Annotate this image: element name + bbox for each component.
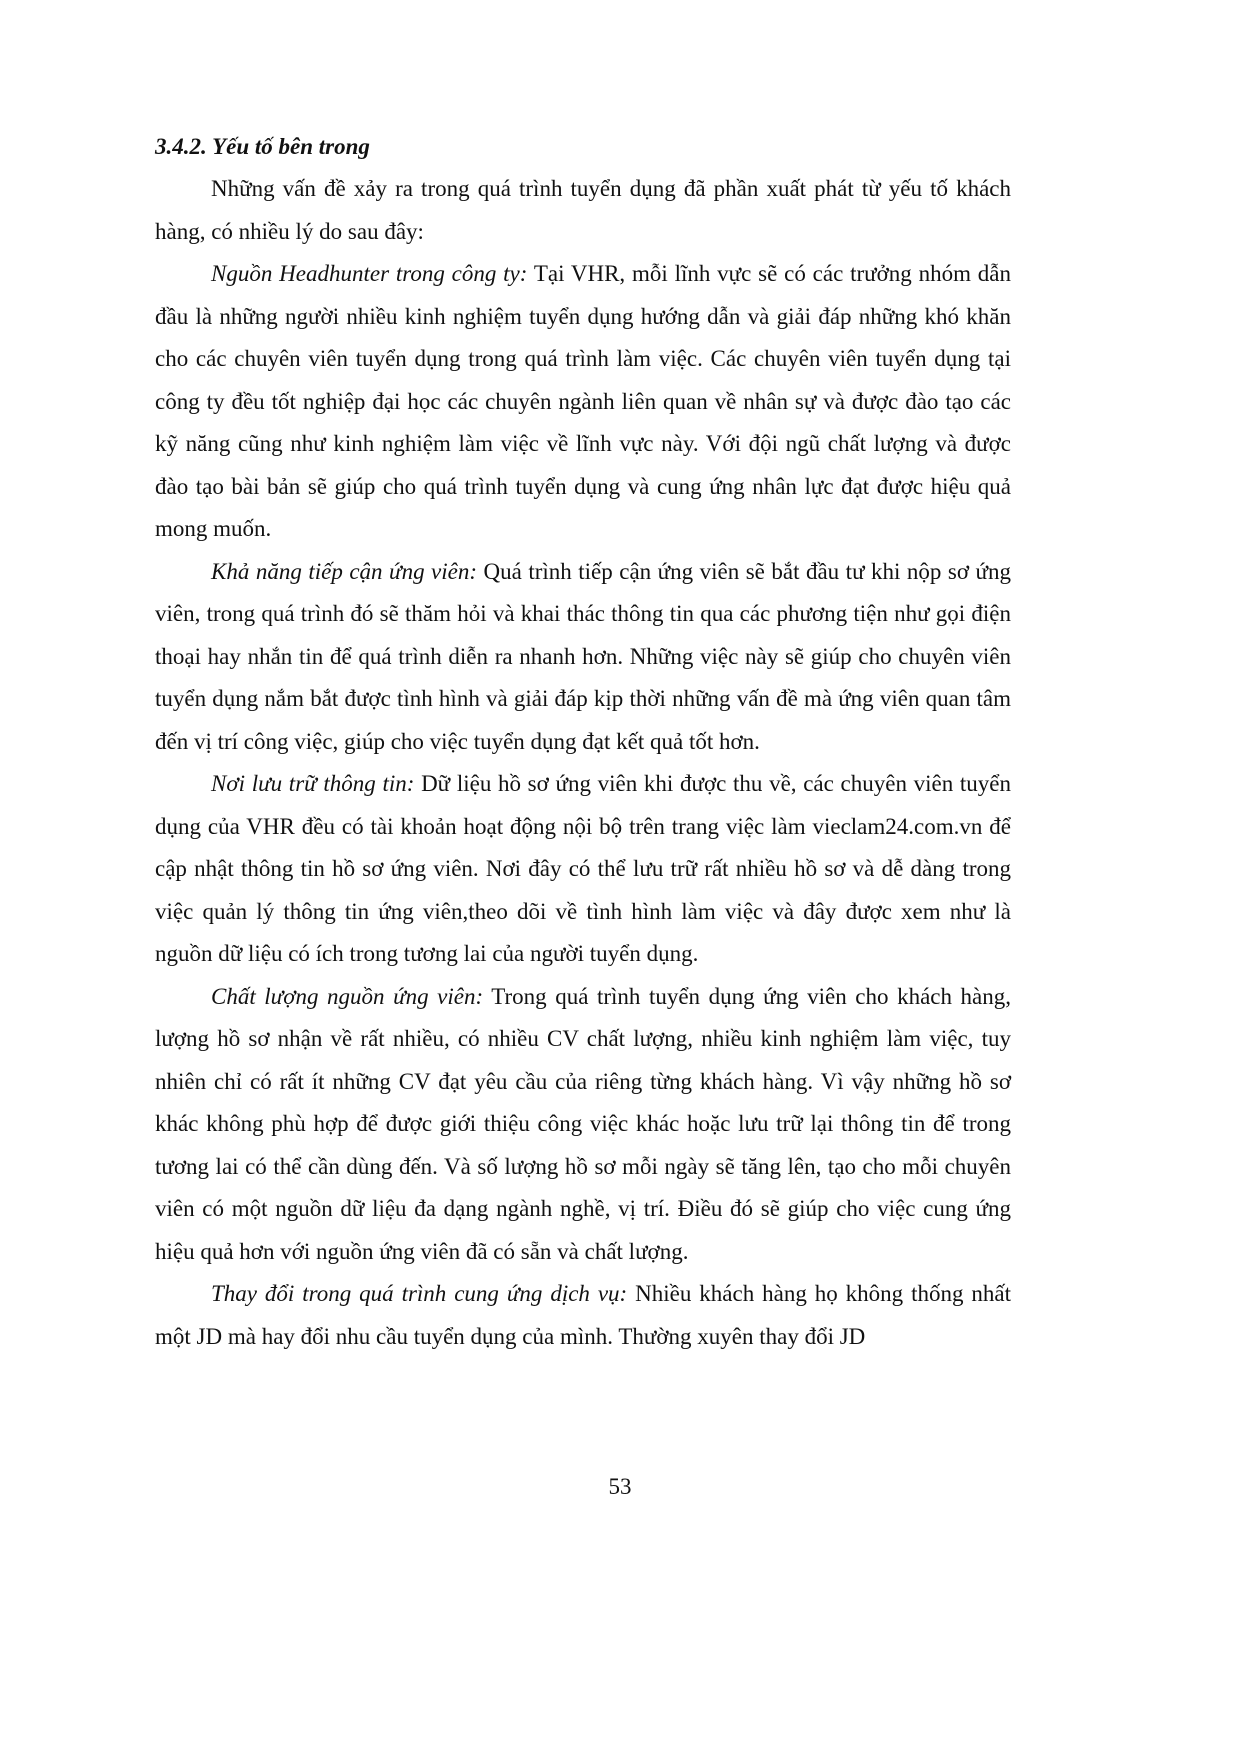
paragraph-lead: Nguồn Headhunter trong công ty: bbox=[211, 261, 528, 286]
paragraph-lead: Khả năng tiếp cận ứng viên: bbox=[211, 558, 478, 584]
paragraph bbox=[155, 976, 1011, 1274]
paragraph-lead: Thay đổi trong quá trình cung ứng dịch vụ: bbox=[211, 1281, 628, 1306]
paragraph bbox=[155, 253, 1011, 551]
section-heading: 3.4.2. Yếu tố bên trong bbox=[155, 134, 370, 159]
paragraph-lead: Chất lượng nguồn ứng viên: bbox=[211, 983, 484, 1009]
paragraph-text: Quá trình tiếp cận ứng viên sẽ bắt đầu tư khi nộp sơ ứng viên, trong quá trình đó sẽ thăm hỏi và khai thác thông tin qua các phương tiện như gọi điện thoại hay nhắn tin để quá trình diễn ra nhanh hơn. Những việc này sẽ giúp cho chuyên viên tuyển dụng nắm bắt được tình hình và giải đáp kịp thời những vấn đề mà ứng viên quan tâm đến vị trí công việc, giúp cho việc tuyển dụng đạt kết quả tốt hơn. bbox=[155, 558, 1011, 754]
paragraph-text: Trong quá trình tuyển dụng ứng viên cho khách hàng, lượng hồ sơ nhận về rất nhiều, có nhiều CV chất lượng, nhiều kinh nghiệm làm việc, tuy nhiên chỉ có rất ít những CV đạt yêu cầu của riêng từng khách hàng. Vì vậy những hồ sơ khác không phù hợp để được giới thiệu công việc khác hoặc lưu trữ lại thông tin để trong tương lai có thể cần dùng đến. Và số lượng hồ sơ mỗi ngày sẽ tăng lên, tạo cho mỗi chuyên viên có một nguồn dữ liệu đa dạng ngành nghề, vị trí. Điều đó sẽ giúp cho việc cung ứng hiệu quả hơn với nguồn ứng viên đã có sẵn và chất lượng. bbox=[155, 983, 1011, 1264]
paragraph bbox=[155, 763, 1011, 976]
paragraph-lead: Nơi lưu trữ thông tin: bbox=[211, 771, 415, 796]
paragraph bbox=[155, 551, 1011, 764]
paragraph-text: Tại VHR, mỗi lĩnh vực sẽ có các trưởng nhóm dẫn đầu là những người nhiều kinh nghiệm tuyển dụng hướng dẫn và giải đáp những khó khăn cho các chuyên viên tuyển dụng trong quá trình làm việc. Các chuyên viên tuyển dụng tại công ty đều tốt nghiệp đại học các chuyên ngành liên quan về nhân sự và được đào tạo các kỹ năng cũng như kinh nghiệm làm việc về lĩnh vực này. Với đội ngũ chất lượng và được đào tạo bài bản sẽ giúp cho quá trình tuyển dụng và cung ứng nhân lực đạt được hiệu quả mong muốn. bbox=[155, 261, 1011, 541]
page-content bbox=[155, 126, 1011, 1358]
paragraph-text: Những vấn đề xảy ra trong quá trình tuyển dụng đã phần xuất phát từ yếu tố khách hàng, có nhiều lý do sau đây: bbox=[155, 176, 1011, 244]
paragraph-text: Nhiều khách hàng họ không thống nhất một JD mà hay đổi nhu cầu tuyển dụng của mình. Thường xuyên thay đổi JD bbox=[155, 1281, 1012, 1349]
page-number: 53 bbox=[608, 1474, 632, 1499]
paragraph bbox=[155, 1273, 1011, 1358]
paragraph bbox=[155, 168, 1011, 253]
paragraph-text: Dữ liệu hồ sơ ứng viên khi được thu về, các chuyên viên tuyển dụng của VHR đều có tài khoản hoạt động nội bộ trên trang việc làm vieclam24.com.vn để cập nhật thông tin hồ sơ ứng viên. Nơi đây có thể lưu trữ rất nhiều hồ sơ và dễ dàng trong việc quản lý thông tin ứng viên,theo dõi về tình hình làm việc và đây được xem như là nguồn dữ liệu có ích trong tương lai của người tuyển dụng. bbox=[155, 771, 1012, 966]
